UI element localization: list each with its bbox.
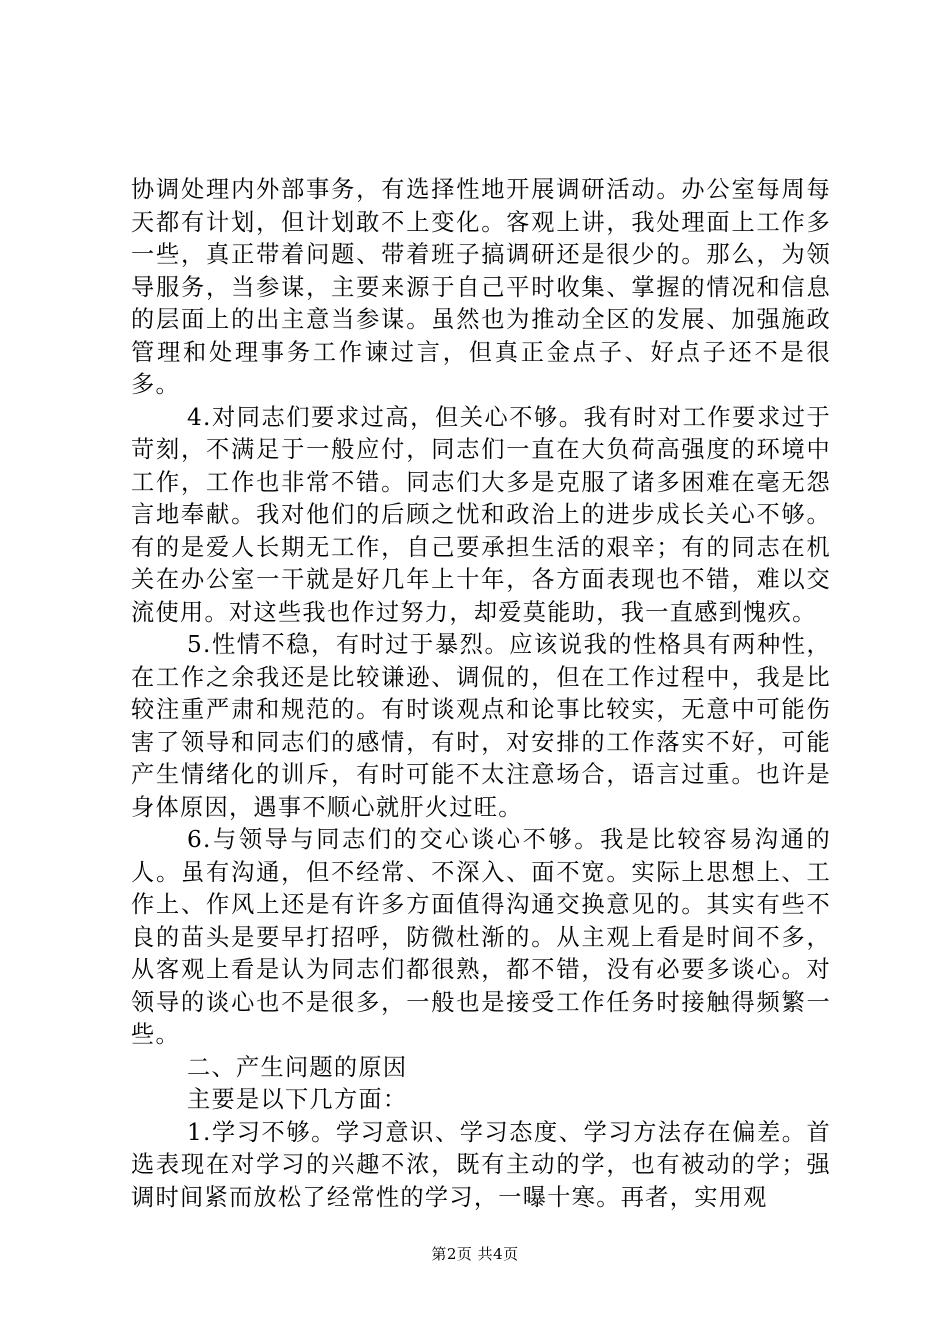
page-footer: 第2页 共4页	[431, 1245, 519, 1263]
paragraph-item-4: 4.对同志们要求过高，但关心不够。我有时对工作要求过于苛刻，不满足于一般应付，同志们一直在大负荷高强度的环境中工作，工作也非常不错。同志们大多是克服了诸多困难在毫无怨言地奉献。我对他们的后顾之忧和政治上的进步成长关心不够。有的是爱人长期无工作，自己要承担生活的艰辛；有的同志在机关在办公室一干就是好几年上十年，各方面表现也不错，难以交流使用。对这些我也作过努力，却爱莫能助，我一直感到愧疚。	[131, 403, 831, 626]
paragraph-item-6: 6.与领导与同志们的交心谈心不够。我是比较容易沟通的人。虽有沟通，但不经常、不深入、面不宽。实际上思想上、工作上、作风上还是有许多方面值得沟通交换意见的。其实有些不良的苗头是要早打招呼，防微杜渐的。从主观上看是时间不多，从客观上看是认为同志们都很熟，都不错，没有必要多谈心。对领导的谈心也不是很多，一般也是接受工作任务时接触得频繁一些。	[131, 826, 831, 1048]
paragraph-intro: 主要是以下几方面：	[187, 1086, 408, 1113]
paragraph-item-5: 5.性情不稳，有时过于暴烈。应该说我的性格具有两种性，在工作之余我还是比较谦逊、调侃的，但在工作过程中，我是比较注重严肃和规范的。有时谈观点和论事比较实，无意中可能伤害了领导和同志们的感情，有时，对安排的工作落实不好，可能产生情绪化的训斥，有时可能不太注意场合，语言过重。也许是身体原因，遇事不顺心就肝火过旺。	[131, 631, 831, 821]
paragraph-item-1: 1.学习不够。学习意识、学习态度、学习方法存在偏差。首选表现在对学习的兴趣不浓，既有主动的学，也有被动的学；强调时间紧而放松了经常性的学习，一曝十寒。再者，实用观	[131, 1118, 831, 1211]
paragraph-continuation: 协调处理内外部事务，有选择性地开展调研活动。办公室每周每天都有计划，但计划敢不上变化。客观上讲，我处理面上工作多一些，真正带着问题、带着班子搞调研还是很少的。那么，为领导服务，当参谋，主要来源于自己平时收集、掌握的情况和信息的层面上的出主意当参谋。虽然也为推动全区的发展、加强施政管理和处理事务工作谏过言，但真正金点子、好点子还不是很多。	[131, 176, 831, 398]
section-heading: 二、产生问题的原因	[187, 1053, 408, 1081]
body-text	[131, 174, 831, 1214]
